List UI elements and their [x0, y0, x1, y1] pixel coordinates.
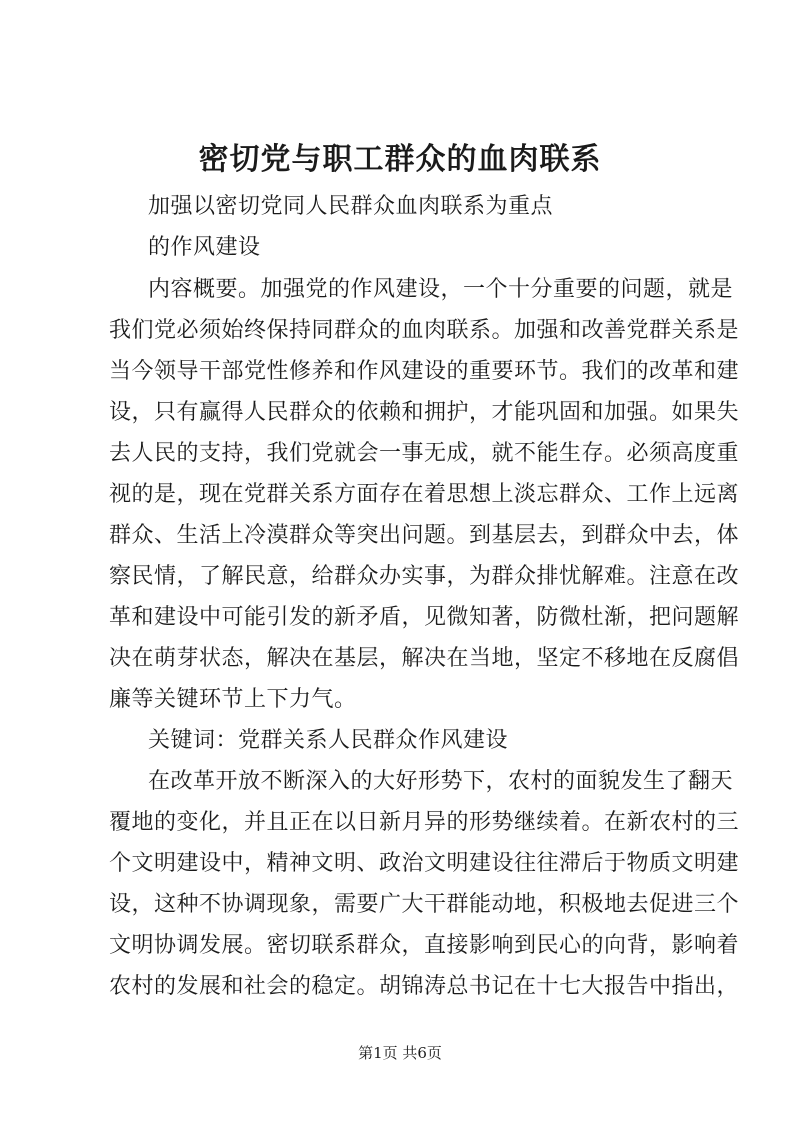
body-line-heading-2: 的作风建设: [148, 235, 261, 260]
body-line-summary-5: 去人民的支持，我们党就会一事无成，就不能生存。必须高度重: [109, 441, 740, 466]
body-line-summary-1: 内容概要。加强党的作风建设，一个十分重要的问题，就是: [148, 277, 734, 302]
body-line-paragraph-1: 在改革开放不断深入的大好形势下，农村的面貌发生了翻天: [148, 769, 734, 794]
body-line-paragraph-5: 文明协调发展。密切联系群众，直接影响到民心的向背，影响着: [109, 933, 740, 958]
body-line-summary-6: 视的是，现在党群关系方面存在着思想上淡忘群众、工作上远离: [109, 482, 740, 507]
body-line-paragraph-2: 覆地的变化，并且正在以日新月异的形势继续着。在新农村的三: [109, 810, 740, 835]
body-line-keywords: 关键词：党群关系人民群众作风建设: [148, 728, 509, 753]
body-line-summary-11: 廉等关键环节上下力气。: [109, 687, 357, 712]
body-line-summary-3: 当今领导干部党性修养和作风建设的重要环节。我们的改革和建: [109, 359, 740, 384]
body-line-summary-2: 我们党必须始终保持同群众的血肉联系。加强和改善党群关系是: [109, 318, 740, 343]
body-line-summary-7: 群众、生活上冷漠群众等突出问题。到基层去，到群众中去，体: [109, 523, 740, 548]
body-line-paragraph-3: 个文明建设中，精神文明、政治文明建设往往滞后于物质文明建: [109, 851, 740, 876]
body-line-summary-10: 决在萌芽状态，解决在基层，解决在当地，坚定不移地在反腐倡: [109, 646, 740, 671]
body-line-paragraph-4: 设，这种不协调现象，需要广大干群能动地，积极地去促进三个: [109, 892, 740, 917]
body-line-summary-8: 察民情，了解民意，给群众办实事，为群众排忧解难。注意在改: [109, 564, 740, 589]
body-line-paragraph-6: 农村的发展和社会的稳定。胡锦涛总书记在十七大报告中指出，: [109, 974, 740, 999]
body-line-summary-4: 设，只有赢得人民群众的依赖和拥护，才能巩固和加强。如果失: [109, 400, 740, 425]
body-line-heading-1: 加强以密切党同人民群众血肉联系为重点: [148, 194, 554, 219]
page-number-footer: 第1页 共6页: [358, 1044, 442, 1062]
document-title: 密切党与职工群众的血肉联系: [198, 142, 602, 177]
body-line-summary-9: 革和建设中可能引发的新矛盾，见微知著，防微杜渐，把问题解: [109, 605, 740, 630]
